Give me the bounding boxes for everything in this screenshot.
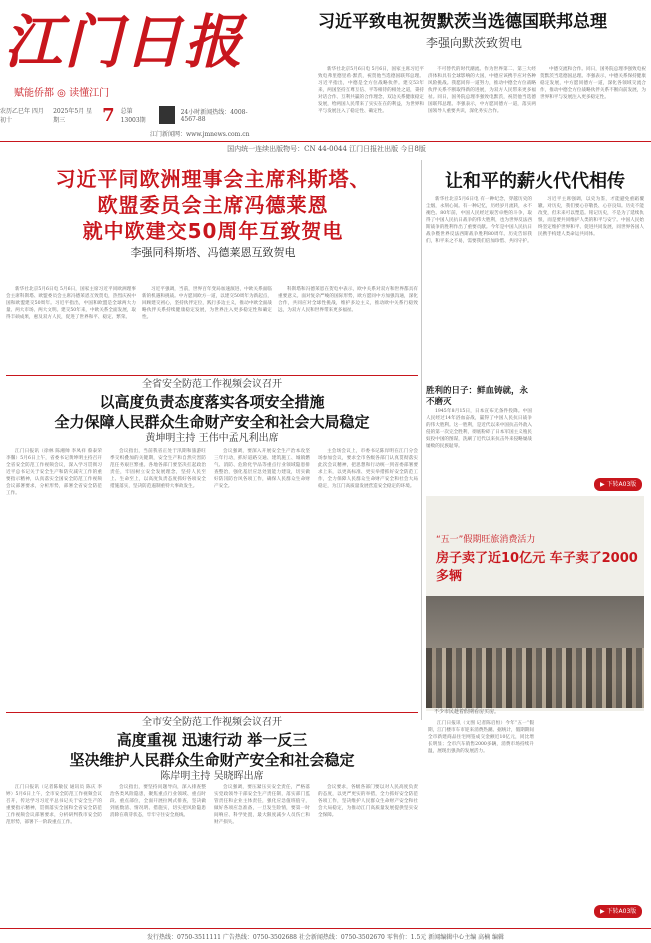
- right-story-col1: 新华社北京5月6日电 有一种纪念，穿越历史的尘烟，永刻心间。有一种记忆，历经岁月流转，永不褪色。80年前，中国人民经过艰苦卓绝的斗争，取得了中国人民抗日战争的伟大胜利，也为世界反法西斯战争的胜利作出了重要贡献。今年是中国人民抗日战争暨世界反法西斯战争胜利80周年。历史告诉我们，和平来之不易，需要我们倍加珍惜、共同守护。: [426, 197, 532, 244]
- security-kicker: 全省安全防范工作视频会议召开: [142, 379, 282, 390]
- main-story-line1: 习近平同欧洲理事会主席科斯塔、: [55, 167, 371, 191]
- right-story-col2: 习近平主席强调，以史为鉴，才能避免重蹈覆辙。对历史，我们要心存敬畏、心存良知。历史不能改变，但未来可以塑造。铭记历史，不是为了延续仇恨，而是要共同维护人类的和平与安宁。中国人民始终坚定维护世界和平、促进共同发展，同世界各国人民携手构建人类命运共同体。: [538, 197, 644, 237]
- main-story-line3: 就中欧建交50周年互致贺电: [82, 219, 344, 243]
- continue-link[interactable]: ▶ 下转A03版: [594, 478, 642, 491]
- security-col3: 会议强调，要深入开展安全生产治本攻坚三年行动，抓好道路交通、建筑施工、城镇燃气、消防、危险化学品等重点行业领域隐患排查整治，强化基层应急处置能力建设，切实做好防汛防台风各项工作，确保人民群众生命财产安全。: [214, 449, 310, 489]
- main-story-subtitle: 李强同科斯塔、冯德莱恩互致贺电: [130, 246, 296, 259]
- masthead-subline: 国内统一连续出版物号：CN 44-0044 江门日报社出版 今日8版: [227, 144, 426, 153]
- site-url: 江门新闻网：www.jmnews.com.cn: [150, 130, 250, 138]
- security-col4: 主会场会议上，市委书记陈岸明在江门分会场参加会议，要求全市各级各部门认真贯彻落实此次会议精神，把思想和行动统一到省委部署要求上来，以更高标准、更实举措抓好安全防范工作，全力保障人民群众生命财产安全和社会大局稳定，为江门高质量发展营造安全稳定的环境。: [318, 449, 418, 489]
- main-story-line2: 欧盟委员会主席冯德莱恩: [97, 193, 329, 217]
- security-line1: 以高度负责态度落实各项安全措施: [99, 393, 325, 411]
- security-story-head: [6, 378, 418, 446]
- city-col1: 江门日报讯（记者陈敏仪 通讯员 陈庆 李婷）5月6日上午，全市安全防范工作视频会议召开，传达学习习近平总书记关于安全生产的重要指示精神，贯彻落实全国和全省安全防范工作视频会议部署要求，分析研判我市安全防范形势，部署下一阶段重点工作。: [6, 785, 102, 825]
- security-line2: 全力保障人民群众生命财产安全和社会大局稳定: [54, 413, 370, 431]
- holiday-body: 江门日报讯（文图 记者陈启恒）今年“五一”假期，江门楼市车市迎来消费热潮。据统计，假期期间全市新建商品住宅网签成交金额近10亿元，同比增长明显；全市汽车销售2000多辆，消费市场持续升温，展现出强劲的发展活力。: [428, 721, 534, 754]
- top-story-title: 习近平致电祝贺默茨当选德国联邦总理: [318, 12, 607, 32]
- city-col2: 会议指出，要坚持问题导向，深入排查整治各类风险隐患，聚焦重点行业领域、重点时段、重点部位，全面开展拉网式排查，坚决做到底数清、情况明、措施实，切实把风险隐患消除在萌芽状态，牢牢守住安全底线。: [110, 785, 206, 818]
- city-col3: 会议强调，要压紧压实安全责任，严格落实党政领导干部安全生产责任制，落实部门监管责任和企业主体责任，强化应急值班值守，做好各项应急准备，一旦发生险情，要第一时间响应、科学处置，最大限度减少人员伤亡和财产损失。: [214, 785, 310, 825]
- hotline: 24小时新闻热线：4008-4567-88: [180, 109, 248, 123]
- right-story-title: 让和平的薪火代代相传: [445, 171, 625, 192]
- top-story-col2: 不可替代的时代潮流。作为世界第二、第三大经济体和具有全球影响的大国，中德应该携手应对各种风险挑战。我愿同你一道努力，推动中德全方位战略伙伴关系不断取得新的进展，为双方人民带来更多福祉。同日，国务院总理李强致电默茨，祝贺他当选德国联邦总理。李强表示，中方愿同德方一道，落实两国领导人重要共识，深化务实合作。: [428, 67, 536, 114]
- security-subtitle: 黄坤明主持 王伟中孟凡利出席: [145, 433, 279, 444]
- main-story-head: [8, 166, 418, 262]
- security-col1: 江门日报讯（徐林 陈湘帅 李凤祥 蔡泰荣 李馨）5月6日上午，省委书记黄坤明主持召开全省安全防范工作视频会议，深入学习贯彻习近平总书记关于安全生产和防灾减灾工作的重要指示精神，认真落实全国安全防范工作视频会议部署要求，分析形势，部署全省安全防范工作。: [6, 449, 102, 496]
- continue-link-2[interactable]: ▶ 下转A03版: [594, 905, 642, 918]
- footer: 发行热线：0750-3511111 广告热线：0750-3502688 社会新闻热线：0750-3502670 零售价：1.5元 新闻编辑中心主编 高楠 编辑: [0, 928, 651, 943]
- main-story-col1: 新华社北京5月6日电 5月6日，国家主席习近平同欧洲理事会主席科斯塔、欧盟委员会主席冯德莱恩互致贺电，热烈庆祝中国和欧盟建交50周年。习近平指出，中国和欧盟是全球两大力量、两大市场、两大文明。建交50年来，中欧关系全面发展，取得丰硕成果，惠及双方人民，促进了世界和平、稳定、繁荣。: [6, 287, 136, 320]
- holiday-headline: 房子卖了近10亿元 车子卖了2000多辆: [436, 551, 638, 584]
- right-story-col3: 1945年8月15日，日本宣布无条件投降。中国人民经过14年浴血奋战，赢得了中国人民抗日战争的伟大胜利。这一胜利，是近代以来中国抗击外敌入侵的第一次完全胜利，彻底粉碎了日本军国主义殖民奴役中国的图谋，洗刷了近代以来抗击外来侵略屡战屡败的民族耻辱。: [426, 409, 532, 449]
- city-line1: 高度重视 迅速行动 举一反三: [116, 731, 308, 749]
- column-divider: [421, 160, 422, 720]
- security-col2: 会议指出，当前我省正处于汛期和旅游旺季交织叠加的关键期，安全生产和自然灾害防范任务艰巨繁重。各地各部门要坚决扛起政治责任，牢固树立安全发展理念，坚持人民至上、生命至上，以高度负责态度抓好各项安全措施落实，坚决防范遏制重特大事故发生。: [110, 449, 206, 489]
- issue-number: 总第 13003期: [120, 108, 146, 124]
- top-story-col1: 新华社北京5月6日电 5月6日，国家主席习近平致电弗里德里希·默茨，祝贺他当选德国联邦总理。习近平指出，中德是全方位战略伙伴。建交53年来，两国坚持互尊互信、平等相待的相处之道，秉持对话合作、互利共赢的合作理念，双边关系健康稳定发展，给两国人民带来了实实在在的利益，为世界和平与发展注入了稳定性、确定性。: [318, 67, 424, 114]
- masthead-title: 江门日报: [4, 8, 245, 76]
- main-story-col3: 科斯塔和冯德莱恩在贺电中表示，欧中关系对双方和世界都具有重要意义。面对复杂严峻的国际形势，欧方愿同中方加强沟通，深化合作，共同应对全球性挑战，维护多边主义，推动欧中关系行稳致远，为双方人民和世界带来更多福祉。: [278, 287, 418, 313]
- city-story-head: [6, 716, 418, 784]
- top-story-col3: 中德交流和合作。同日，国务院总理李强致电祝贺默茨当选德国总理。李强表示，中德关系保持健康稳定发展，中方愿同德方一道，深化各领域交流合作，推动中德全方位战略伙伴关系不断向前发展，为世界和平与发展注入更多稳定性。: [540, 67, 646, 100]
- city-col4: 会议要求，各级各部门要以对人民高度负责的态度，以更严更实的举措，全力抓好安全防范各项工作，坚决维护人民群众生命财产安全和社会大局稳定，为推动江门高质量发展提供坚实安全保障。: [318, 785, 418, 818]
- masthead-slogan: 赋能侨都 ◎ 读懂江门: [14, 88, 110, 99]
- lunar-date: 农历乙巳年 四月初十: [0, 108, 44, 124]
- main-story-col2: 习近平强调，当前，世界百年变局加速演进，中欧关系面临新的机遇和挑战。中方愿同欧方一道，以建交50周年为新起点，回顾建交初心，坚持伙伴定位，践行多边主义，推动中欧全面战略伙伴关系持续健康稳定发展，为世界注入更多稳定性和确定性。: [142, 287, 272, 320]
- crowd-photo-area: [426, 648, 644, 708]
- section-divider: [6, 375, 418, 376]
- top-story-subtitle: 李强向默茨致贺电: [426, 36, 523, 50]
- city-line2: 坚决维护人民群众生命财产安全和社会稳定: [69, 751, 355, 769]
- photo-caption: 不少市民趁着假期看房买房。: [434, 709, 500, 715]
- holiday-photo: [426, 596, 644, 708]
- city-subtitle: 陈岸明主持 吴晓晖出席: [160, 771, 264, 782]
- gregorian-date: 2025年5月 星期三: [53, 108, 93, 124]
- top-story-head: [318, 10, 648, 51]
- day-number: 7: [102, 104, 115, 126]
- city-kicker: 全市安全防范工作视频会议召开: [142, 717, 282, 728]
- section-divider-2: [6, 712, 418, 713]
- right-story-subhead: 胜利的日子：鲜血铸就，永不磨灭: [426, 386, 529, 407]
- holiday-kicker: “五一”假期旺旅消费活力: [436, 535, 536, 545]
